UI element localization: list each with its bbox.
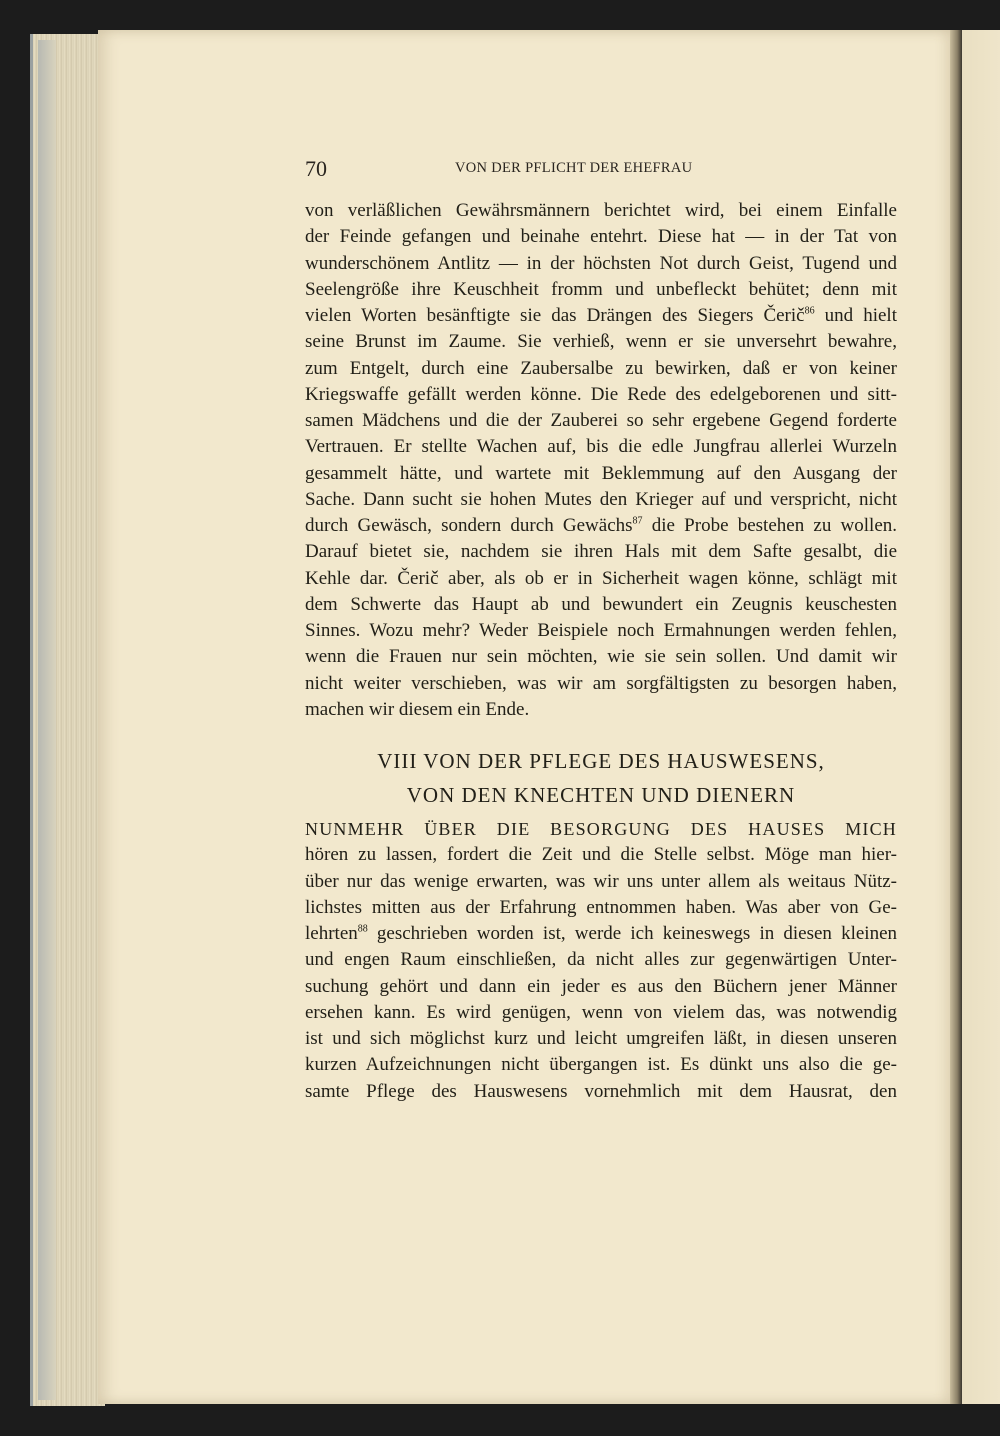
text-line: Darauf bietet sie, nachdem sie ihren Hals mit dem Safte gesalbt, die <box>305 541 897 563</box>
text-segment: lehrten <box>305 923 358 944</box>
text-line: Seelengröße ihre Keuschheit fromm und unbefleckt behütet; denn mit <box>305 278 897 300</box>
book-cover-edge <box>38 40 56 1400</box>
text-segment: und hielt <box>814 305 897 326</box>
paragraph-1 <box>305 198 897 723</box>
text-line: Vertrauen. Er stellte Wachen auf, bis die edle Jungfrau allerlei Wurzeln <box>305 436 897 458</box>
text-line: Kriegswaffe gefällt werden könne. Die Rede des edelgeborenen und sitt- <box>305 383 897 405</box>
page-header <box>305 156 905 181</box>
footnote-ref: 88 <box>357 923 368 935</box>
text-line: Sinnes. Wozu mehr? Weder Beispiele noch Ermahnungen werden fehlen, <box>305 620 897 641</box>
footnote-ref: 86 <box>804 305 815 317</box>
text-line: von verläßlichen Gewährsmännern berichtet wird, bei einem Einfalle <box>305 200 897 221</box>
text-segment: geschrieben worden ist, werde ich keineswegs in diesen kleinen <box>367 923 897 944</box>
text-line <box>305 513 897 539</box>
text-line: nicht weiter verschieben, was wir am sorgfältigsten zu besorgen haben, <box>305 672 897 694</box>
facing-page-edge <box>962 30 1000 1404</box>
text-line: seine Brunst im Zaume. Sie verhieß, wenn er sie unversehrt bewahre, <box>305 331 897 353</box>
text-line: suchung gehört und dann ein jeder es aus den Büchern jener Männer <box>305 975 897 997</box>
chapter-heading-line: VON DEN KNECHTEN UND DIENERN <box>406 783 796 807</box>
text-line: wunderschönem Antlitz — in der höchsten Not durch Geist, Tugend und <box>305 252 897 274</box>
text-line <box>305 921 897 947</box>
text-line: und engen Raum einschließen, da nicht alles zur gegenwärtigen Unter- <box>305 949 897 971</box>
text-line: samte Pflege des Hauswesens vornehmlich mit dem Hausrat, den <box>305 1080 897 1102</box>
text-segment: vielen Worten besänftigte sie das Drängen des Siegers Čerič <box>305 305 805 326</box>
text-line: machen wir diesem ein Ende. <box>305 698 530 720</box>
paragraph-2 <box>305 816 897 1105</box>
footnote-ref: 87 <box>632 515 643 527</box>
text-line: kurzen Aufzeichnungen nicht übergangen ist. Es dünkt uns also die ge- <box>305 1054 897 1076</box>
text-line: ist und sich möglichst kurz und leicht umgreifen läßt, in diesen unseren <box>305 1028 897 1049</box>
text-segment: die Probe bestehen zu wollen. <box>642 515 898 536</box>
text-line: Sache. Dann sucht sie hohen Mutes den Krieger auf und verspricht, nicht <box>305 488 897 510</box>
running-title: VON DER PFLICHT DER EHEFRAU <box>455 160 693 176</box>
text-line: ersehen kann. Es wird genügen, wenn von vielem das, was notwendig <box>305 1001 897 1023</box>
text-line: lichstes mitten aus der Erfahrung entnommen haben. Was aber von Ge- <box>305 896 897 918</box>
text-line: der Feinde gefangen und beinahe entehrt. Diese hat — in der Tat von <box>305 226 897 248</box>
book-gutter <box>950 30 962 1404</box>
text-line <box>305 303 897 329</box>
text-line: wenn die Frauen nur sein möchten, wie sie sein sollen. Und damit wir <box>305 646 897 668</box>
text-line: dem Schwerte das Haupt ab und bewundert ein Zeugnis keuschesten <box>305 593 897 615</box>
text-line: gesammelt hätte, und wartete mit Beklemmung auf den Ausgang der <box>305 462 897 484</box>
text-line: zum Entgelt, durch eine Zaubersalbe zu bewirken, daß er von keiner <box>305 357 897 379</box>
text-line: samen Mädchens und die der Zauberei so sehr ergebene Gegend forderte <box>305 410 897 431</box>
text-line: hören zu lassen, fordert die Zeit und die Stelle selbst. Möge man hier- <box>305 844 897 866</box>
text-line: NUNMEHR ÜBER DIE BESORGUNG DES HAUSES MICH <box>305 819 897 839</box>
text-segment: durch Gewäsch, sondern durch Gewächs <box>305 515 633 536</box>
page-number: 70 <box>305 156 327 181</box>
chapter-heading-line: VIII VON DER PFLEGE DES HAUSWESENS, <box>377 749 825 773</box>
chapter-heading <box>305 744 897 812</box>
text-line: Kehle dar. Čerič aber, als ob er in Sicherheit wagen könne, schlägt mit <box>305 567 897 589</box>
text-line: über nur das wenige erwarten, was wir uns unter allem als weitaus Nütz- <box>305 870 897 892</box>
